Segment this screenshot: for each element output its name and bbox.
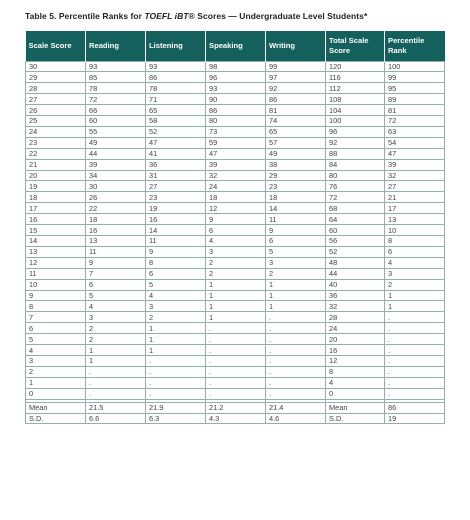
header-reading: Reading: [86, 31, 146, 61]
total-scale-score-cell: 52: [326, 246, 385, 257]
writing-cell: 14: [266, 203, 326, 214]
reading-cell: 30: [86, 181, 146, 192]
listening-cell: .: [146, 377, 206, 388]
reading-cell: 1: [86, 345, 146, 356]
reading-cell: 5: [86, 290, 146, 301]
table-row: [26, 181, 445, 192]
listening-cell: 6.3: [146, 413, 206, 424]
scale-score-cell: 17: [26, 203, 86, 214]
speaking-cell: .: [206, 377, 266, 388]
percentile-rank-cell: 95: [385, 83, 445, 94]
scale-score-cell: 5: [26, 334, 86, 345]
total-scale-score-cell: 32: [326, 301, 385, 312]
header-scale-score: Scale Score: [26, 31, 86, 61]
percentile-rank-cell: 1: [385, 301, 445, 312]
scale-score-cell: 22: [26, 148, 86, 159]
speaking-cell: .: [206, 345, 266, 356]
total-scale-score-cell: 92: [326, 137, 385, 148]
scale-score-cell: 16: [26, 214, 86, 225]
reading-cell: 44: [86, 148, 146, 159]
reading-cell: 11: [86, 246, 146, 257]
listening-cell: 41: [146, 148, 206, 159]
scale-score-cell: 28: [26, 83, 86, 94]
speaking-cell: 80: [206, 116, 266, 127]
listening-cell: 86: [146, 72, 206, 83]
writing-cell: 29: [266, 170, 326, 181]
writing-cell: 92: [266, 83, 326, 94]
total-scale-score-cell: 120: [326, 61, 385, 72]
table-row: [26, 334, 445, 345]
writing-cell: 9: [266, 225, 326, 236]
reading-cell: 18: [86, 214, 146, 225]
percentile-rank-cell: 1: [385, 290, 445, 301]
scale-score-cell: 21: [26, 159, 86, 170]
speaking-cell: .: [206, 334, 266, 345]
listening-cell: 23: [146, 192, 206, 203]
total-scale-score-cell: 60: [326, 225, 385, 236]
table-row: [26, 236, 445, 247]
speaking-cell: 39: [206, 159, 266, 170]
listening-cell: 8: [146, 257, 206, 268]
table-row: [26, 170, 445, 181]
speaking-cell: 9: [206, 214, 266, 225]
table-row: [26, 116, 445, 127]
table-row: [26, 105, 445, 116]
percentile-rank-cell: 39: [385, 159, 445, 170]
percentile-rank-cell: .: [385, 388, 445, 399]
header-row: [26, 31, 445, 61]
reading-cell: 39: [86, 159, 146, 170]
total-scale-score-cell: 28: [326, 312, 385, 323]
writing-cell: 1: [266, 301, 326, 312]
total-scale-score-cell: 116: [326, 72, 385, 83]
percentile-rank-cell: 19: [385, 413, 445, 424]
table-row: [26, 126, 445, 137]
reading-cell: 2: [86, 334, 146, 345]
reading-cell: 16: [86, 225, 146, 236]
reading-cell: 78: [86, 83, 146, 94]
listening-cell: 58: [146, 116, 206, 127]
total-scale-score-cell: 48: [326, 257, 385, 268]
listening-cell: 11: [146, 236, 206, 247]
total-scale-score-cell: 64: [326, 214, 385, 225]
table-caption: [25, 11, 367, 21]
percentile-rank-cell: 86: [385, 402, 445, 413]
percentile-rank-cell: .: [385, 312, 445, 323]
listening-cell: 1: [146, 334, 206, 345]
table-row: [26, 225, 445, 236]
table-row: [26, 203, 445, 214]
total-scale-score-cell: 80: [326, 170, 385, 181]
scale-score-cell: 4: [26, 345, 86, 356]
writing-cell: .: [266, 388, 326, 399]
percentile-rank-cell: 47: [385, 148, 445, 159]
total-scale-score-cell: 8: [326, 366, 385, 377]
writing-cell: .: [266, 355, 326, 366]
total-scale-score-cell: 56: [326, 236, 385, 247]
caption-suffix: ® Scores — Undergraduate Level Students*: [188, 11, 368, 21]
writing-cell: .: [266, 323, 326, 334]
writing-cell: 65: [266, 126, 326, 137]
table-row: [26, 148, 445, 159]
scale-score-cell: 0: [26, 388, 86, 399]
table-row: [26, 72, 445, 83]
header-listening: Listening: [146, 31, 206, 61]
scale-score-cell: 26: [26, 105, 86, 116]
table-row: [26, 246, 445, 257]
reading-cell: 6: [86, 279, 146, 290]
table-row: [26, 268, 445, 279]
speaking-cell: 47: [206, 148, 266, 159]
percentile-rank-cell: 100: [385, 61, 445, 72]
speaking-cell: .: [206, 366, 266, 377]
header-percentile-rank: Percentile Rank: [385, 31, 445, 61]
writing-cell: 49: [266, 148, 326, 159]
listening-cell: .: [146, 355, 206, 366]
header-total-scale-score: Total Scale Score: [326, 31, 385, 61]
reading-cell: 2: [86, 323, 146, 334]
listening-cell: 47: [146, 137, 206, 148]
writing-cell: 97: [266, 72, 326, 83]
total-scale-score-cell: 36: [326, 290, 385, 301]
scale-score-cell: 1: [26, 377, 86, 388]
reading-cell: 1: [86, 355, 146, 366]
reading-cell: 6.6: [86, 413, 146, 424]
table-row: [26, 388, 445, 399]
reading-cell: 21.5: [86, 402, 146, 413]
percentile-rank-cell: 6: [385, 246, 445, 257]
speaking-cell: 73: [206, 126, 266, 137]
percentile-rank-cell: 99: [385, 72, 445, 83]
percentile-rank-cell: 89: [385, 94, 445, 105]
reading-cell: .: [86, 377, 146, 388]
percentile-rank-cell: 32: [385, 170, 445, 181]
reading-cell: 49: [86, 137, 146, 148]
total-scale-score-cell: 16: [326, 345, 385, 356]
scale-score-cell: S.D.: [26, 413, 86, 424]
percentile-rank-table: [25, 31, 445, 424]
listening-cell: 52: [146, 126, 206, 137]
writing-cell: .: [266, 345, 326, 356]
reading-cell: 66: [86, 105, 146, 116]
reading-cell: 13: [86, 236, 146, 247]
writing-cell: 57: [266, 137, 326, 148]
reading-cell: 9: [86, 257, 146, 268]
reading-cell: 60: [86, 116, 146, 127]
percentile-rank-cell: 3: [385, 268, 445, 279]
speaking-cell: 2: [206, 257, 266, 268]
speaking-cell: 2: [206, 268, 266, 279]
speaking-cell: .: [206, 388, 266, 399]
total-scale-score-cell: 108: [326, 94, 385, 105]
writing-cell: .: [266, 312, 326, 323]
reading-cell: 34: [86, 170, 146, 181]
speaking-cell: .: [206, 355, 266, 366]
listening-cell: 78: [146, 83, 206, 94]
scale-score-cell: 10: [26, 279, 86, 290]
table-row: [26, 377, 445, 388]
total-scale-score-cell: 84: [326, 159, 385, 170]
speaking-cell: .: [206, 323, 266, 334]
writing-cell: 1: [266, 279, 326, 290]
scale-score-cell: 27: [26, 94, 86, 105]
table-row: [26, 301, 445, 312]
speaking-cell: 1: [206, 279, 266, 290]
reading-cell: .: [86, 388, 146, 399]
speaking-cell: 1: [206, 290, 266, 301]
scale-score-cell: 3: [26, 355, 86, 366]
reading-cell: 7: [86, 268, 146, 279]
listening-cell: .: [146, 366, 206, 377]
speaking-cell: 90: [206, 94, 266, 105]
total-scale-score-cell: 76: [326, 181, 385, 192]
listening-cell: 1: [146, 345, 206, 356]
percentile-rank-cell: 72: [385, 116, 445, 127]
writing-cell: 74: [266, 116, 326, 127]
writing-cell: 3: [266, 257, 326, 268]
listening-cell: 2: [146, 312, 206, 323]
total-scale-score-cell: 0: [326, 388, 385, 399]
total-scale-score-cell: 88: [326, 148, 385, 159]
speaking-cell: 3: [206, 246, 266, 257]
total-scale-score-cell: 112: [326, 83, 385, 94]
speaking-cell: 32: [206, 170, 266, 181]
percentile-rank-cell: 27: [385, 181, 445, 192]
listening-cell: 65: [146, 105, 206, 116]
speaking-cell: 21.2: [206, 402, 266, 413]
percentile-rank-cell: 63: [385, 126, 445, 137]
scale-score-cell: 9: [26, 290, 86, 301]
table-row: [26, 192, 445, 203]
table-row: [26, 137, 445, 148]
writing-cell: 1: [266, 290, 326, 301]
speaking-cell: 4.3: [206, 413, 266, 424]
percentile-rank-cell: .: [385, 323, 445, 334]
percentile-rank-cell: 8: [385, 236, 445, 247]
total-scale-score-cell: 40: [326, 279, 385, 290]
speaking-cell: 1: [206, 301, 266, 312]
listening-cell: 1: [146, 323, 206, 334]
scale-score-cell: 29: [26, 72, 86, 83]
speaking-cell: 1: [206, 312, 266, 323]
percentile-rank-cell: .: [385, 366, 445, 377]
listening-cell: 9: [146, 246, 206, 257]
writing-cell: 11: [266, 214, 326, 225]
reading-cell: .: [86, 366, 146, 377]
listening-cell: 14: [146, 225, 206, 236]
table-row: [26, 323, 445, 334]
scale-score-cell: 18: [26, 192, 86, 203]
percentile-rank-cell: 4: [385, 257, 445, 268]
writing-cell: .: [266, 334, 326, 345]
writing-cell: 2: [266, 268, 326, 279]
total-scale-score-cell: 44: [326, 268, 385, 279]
total-scale-score-cell: 104: [326, 105, 385, 116]
header-writing: Writing: [266, 31, 326, 61]
listening-cell: 21.9: [146, 402, 206, 413]
speaking-cell: 6: [206, 225, 266, 236]
listening-cell: 3: [146, 301, 206, 312]
writing-cell: 21.4: [266, 402, 326, 413]
percentile-rank-cell: .: [385, 377, 445, 388]
scale-score-cell: 11: [26, 268, 86, 279]
table-row: [26, 366, 445, 377]
scale-score-cell: 6: [26, 323, 86, 334]
total-scale-score-cell: 72: [326, 192, 385, 203]
writing-cell: 18: [266, 192, 326, 203]
total-scale-score-cell: 20: [326, 334, 385, 345]
listening-cell: 19: [146, 203, 206, 214]
header-speaking: Speaking: [206, 31, 266, 61]
scale-score-cell: 23: [26, 137, 86, 148]
speaking-cell: 18: [206, 192, 266, 203]
listening-cell: 27: [146, 181, 206, 192]
table-row: [26, 257, 445, 268]
writing-cell: .: [266, 377, 326, 388]
total-scale-score-cell: Mean: [326, 402, 385, 413]
speaking-cell: 12: [206, 203, 266, 214]
writing-cell: 86: [266, 94, 326, 105]
percentile-rank-cell: .: [385, 355, 445, 366]
scale-score-cell: 7: [26, 312, 86, 323]
table-row: [26, 355, 445, 366]
speaking-cell: 4: [206, 236, 266, 247]
speaking-cell: 86: [206, 105, 266, 116]
listening-cell: 31: [146, 170, 206, 181]
scale-score-cell: 2: [26, 366, 86, 377]
total-scale-score-cell: 24: [326, 323, 385, 334]
reading-cell: 4: [86, 301, 146, 312]
writing-cell: 6: [266, 236, 326, 247]
scale-score-cell: 13: [26, 246, 86, 257]
summary-row: [26, 402, 445, 413]
reading-cell: 85: [86, 72, 146, 83]
listening-cell: 16: [146, 214, 206, 225]
scale-score-cell: 8: [26, 301, 86, 312]
reading-cell: 26: [86, 192, 146, 203]
reading-cell: 93: [86, 61, 146, 72]
reading-cell: 72: [86, 94, 146, 105]
percentile-rank-cell: 13: [385, 214, 445, 225]
percentile-rank-cell: .: [385, 334, 445, 345]
table-row: [26, 94, 445, 105]
listening-cell: 5: [146, 279, 206, 290]
percentile-rank-cell: 54: [385, 137, 445, 148]
listening-cell: 36: [146, 159, 206, 170]
total-scale-score-cell: 4: [326, 377, 385, 388]
scale-score-cell: 12: [26, 257, 86, 268]
scale-score-cell: 19: [26, 181, 86, 192]
summary-row: [26, 413, 445, 424]
table-row: [26, 159, 445, 170]
total-scale-score-cell: 100: [326, 116, 385, 127]
total-scale-score-cell: 68: [326, 203, 385, 214]
total-scale-score-cell: 96: [326, 126, 385, 137]
scale-score-cell: Mean: [26, 402, 86, 413]
percentile-rank-cell: .: [385, 345, 445, 356]
table-row: [26, 290, 445, 301]
speaking-cell: 93: [206, 83, 266, 94]
speaking-cell: 96: [206, 72, 266, 83]
writing-cell: 99: [266, 61, 326, 72]
percentile-rank-cell: 2: [385, 279, 445, 290]
scale-score-cell: 15: [26, 225, 86, 236]
total-scale-score-cell: S.D.: [326, 413, 385, 424]
reading-cell: 22: [86, 203, 146, 214]
table-row: [26, 279, 445, 290]
scale-score-cell: 20: [26, 170, 86, 181]
writing-cell: .: [266, 366, 326, 377]
table-header: [26, 31, 445, 61]
writing-cell: 4.6: [266, 413, 326, 424]
percentile-rank-cell: 10: [385, 225, 445, 236]
table-row: [26, 214, 445, 225]
percentile-rank-cell: 21: [385, 192, 445, 203]
table-row: [26, 83, 445, 94]
listening-cell: 4: [146, 290, 206, 301]
speaking-cell: 98: [206, 61, 266, 72]
table-row: [26, 61, 445, 72]
table-row: [26, 312, 445, 323]
listening-cell: 93: [146, 61, 206, 72]
percentile-rank-cell: 17: [385, 203, 445, 214]
caption-prefix: Table 5. Percentile Ranks for: [25, 11, 145, 21]
writing-cell: 81: [266, 105, 326, 116]
percentile-rank-cell: 81: [385, 105, 445, 116]
writing-cell: 5: [266, 246, 326, 257]
speaking-cell: 59: [206, 137, 266, 148]
listening-cell: .: [146, 388, 206, 399]
writing-cell: 38: [266, 159, 326, 170]
listening-cell: 6: [146, 268, 206, 279]
reading-cell: 55: [86, 126, 146, 137]
writing-cell: 23: [266, 181, 326, 192]
scale-score-cell: 25: [26, 116, 86, 127]
table-body: [26, 61, 445, 424]
scale-score-cell: 14: [26, 236, 86, 247]
scale-score-cell: 30: [26, 61, 86, 72]
table-row: [26, 345, 445, 356]
listening-cell: 71: [146, 94, 206, 105]
total-scale-score-cell: 12: [326, 355, 385, 366]
reading-cell: 3: [86, 312, 146, 323]
scale-score-cell: 24: [26, 126, 86, 137]
speaking-cell: 24: [206, 181, 266, 192]
caption-italic: TOEFL iBT: [144, 11, 189, 21]
